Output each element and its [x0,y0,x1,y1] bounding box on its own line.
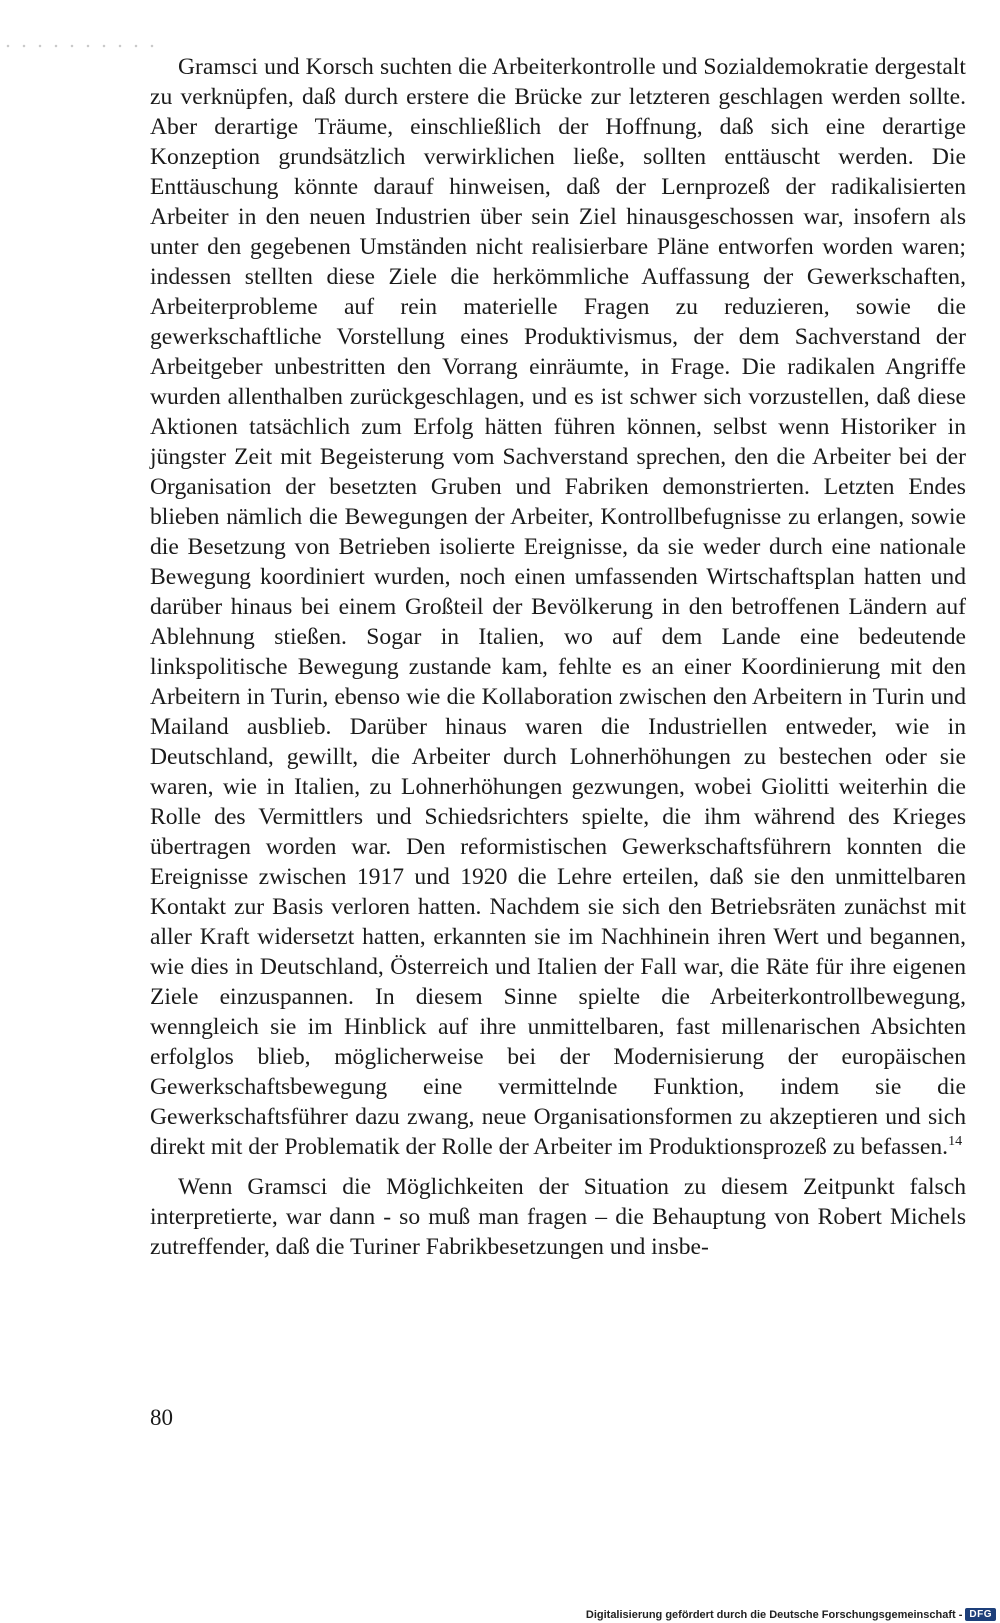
credit-text: Digitalisierung gefördert durch die Deutsche Forschungsgemeinschaft - [585,1608,963,1621]
footnote-reference[interactable]: 14 [948,1134,963,1149]
paragraph [150,1172,966,1262]
paragraph-text: Wenn Gramsci die Möglichkeiten der Situation zu diesem Zeitpunkt falsch interpretierte, war dann - so muß man fragen – die Behauptung von Robert Michels zutreffender, daß die Turiner Fabrikbesetzungen und insbe- [150,1174,966,1260]
paragraph [150,52,966,1162]
digitization-credit [586,1608,996,1621]
scan-edge-dots [0,44,160,48]
body-text [150,52,966,1262]
dfg-logo-icon: DFG [965,1608,996,1621]
paragraph-text: Gramsci und Korsch suchten die Arbeiterkontrolle und Sozialdemokratie dergestalt zu verknüpfen, daß durch erstere die Brücke zur letzteren geschlagen werden sollte. Aber derartige Träume, einschließlich der Hoffnung, daß sich eine derartige Konzeption grundsätzlich verwirklichen ließe, sollten enttäuscht werden. Die Enttäuschung könnte darauf hinweisen, daß der Lernprozeß der radikalisierten Arbeiter in den neuen Industrien über sein Ziel hinausgeschossen war, insofern als unter den gegebenen Umständen nicht realisierbare Pläne entworfen worden waren; indessen stellten diese Ziele die herkömmliche Auffassung der Gewerkschaften, Arbeiterprobleme auf rein materielle Fragen zu reduzieren, sowie die gewerkschaftliche Vorstellung eines Produktivismus, der dem Sachverstand der Arbeitgeber unbestritten den Vorrang einräumte, in Frage. Die radikalen Angriffe wurden allenthalben zurückgeschlagen, und es ist schwer sich vorzustellen, daß diese Aktionen tatsächlich zum Erfolg hätten führen können, selbst wenn Historiker in jüngster Zeit mit Begeisterung vom Sachverstand sprechen, den die Arbeiter bei der Organisation der besetzten Gruben und Fabriken demonstrierten. Letzten Endes blieben nämlich die Bewegungen der Arbeiter, Kontrollbefugnisse zu erlangen, sowie die Besetzung von Betrieben isolierte Ereignisse, da sie weder durch eine nationale Bewegung koordiniert wurden, noch einen umfassenden Wirtschaftsplan hatten und darüber hinaus bei einem Großteil der Bevölkerung in den betroffenen Ländern auf Ablehnung stießen. Sogar in Italien, wo auf dem Lande eine bedeutende linkspolitische Bewegung zustande kam, fehlte es an einer Koordinierung mit den Arbeitern in Turin, ebenso wie die Kollaboration zwischen den Arbeitern in Turin und Mailand ausblieb. Darüber hinaus waren die Industriellen entweder, wie in Deutschland, gewillt, die Arbeiter durch Lohnerhöhungen zu bestechen oder sie waren, wie in Italien, zu Lohnerhöhungen gezwungen, wobei Giolitti weiterhin die Rolle des Vermittlers und Schiedsrichters spielte, die ihm während des Krieges übertragen worden war. Den reformistischen Gewerkschaftsführern konnten die Ereignisse zwischen 1917 und 1920 die Lehre erteilen, daß sie den unmittelbaren Kontakt zur Basis verloren hatten. Nachdem sie sich den Betriebsräten zunächst mit aller Kraft widersetzt hatten, erkannten sie im Nachhinein ihren Wert und begannen, wie dies in Deutschland, Österreich und Italien der Fall war, die Räte für ihre eigenen Ziele einzuspannen. In diesem Sinne spielte die Arbeiterkontrollbewegung, wenngleich sie im Hinblick auf ihre unmittelbaren, fast millenarischen Absichten erfolglos blieb, möglicherweise bei der Modernisierung der europäischen Gewerkschaftsbewegung eine vermittelnde Funktion, indem sie die Gewerkschaftsführer dazu zwang, neue Organisationsformen zu akzeptieren und sich direkt mit der Problematik der Rolle der Arbeiter im Produktionsprozeß zu befassen. [150,54,966,1160]
page-number: 80 [150,1405,173,1430]
